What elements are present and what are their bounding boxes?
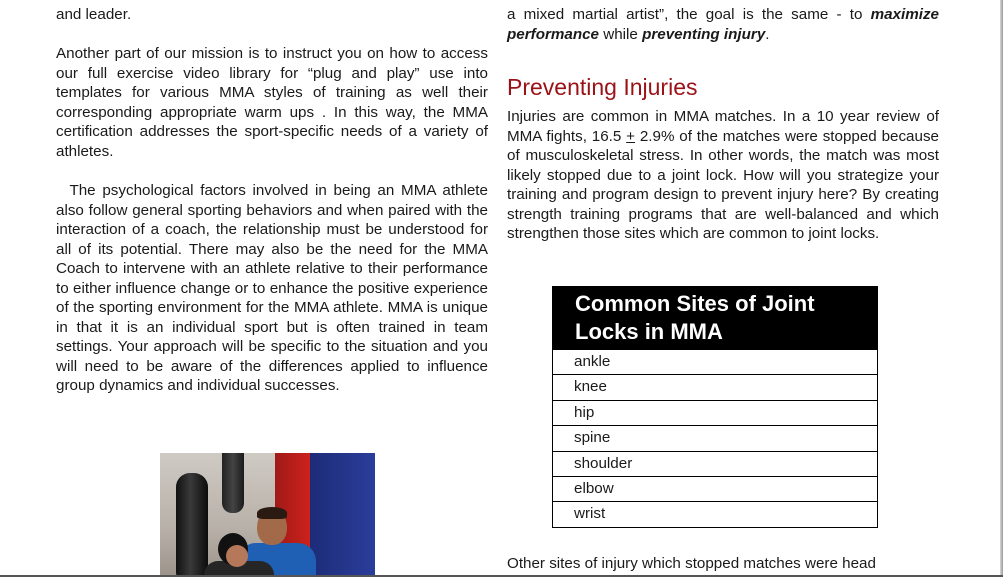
table-row: spine	[553, 425, 877, 450]
goal-paragraph	[507, 5, 939, 44]
joint-locks-table	[552, 286, 878, 528]
goal-mid: while	[599, 25, 643, 43]
mission-paragraph: Another part of our mission is to instruct you on how to access our full exercise video library for “plug and play” use into templates for various MMA styles of training as well their corresponding appropriate warm ups . In this way, the MMA certification addresses the sport-specific needs of a variety of athletes.	[56, 45, 488, 160]
injuries-text-1: Injuries are common in MMA matches. In a 10 year review of MMA fights, 16.5	[507, 108, 939, 145]
table-row: wrist	[553, 501, 877, 526]
lead-paragraph-end: and leader.	[56, 6, 132, 23]
injuries-text-2: 2.9% of the matches were stopped because of musculoskeletal stress. In other words, the match was most likely stopped due to a joint lock. How will you strategize your training and program design to prevent injury here? By creating strength training programs that are well-balanced and which strengthen those sites which are common to joint locks.	[507, 127, 939, 242]
mma-training-photo	[160, 453, 375, 577]
table-row: hip	[553, 400, 877, 425]
injuries-paragraph	[507, 107, 939, 244]
table-row: shoulder	[553, 451, 877, 476]
table-title: Common Sites of Joint Locks in MMA	[553, 287, 877, 349]
plus-minus-sign: +	[626, 127, 636, 145]
goal-prefix: a mixed martial artist”, the goal is the same - to	[507, 6, 871, 23]
psychological-factors-paragraph	[56, 181, 488, 396]
table-row: elbow	[553, 476, 877, 501]
other-sites-paragraph: Other sites of injury which stopped matches were head	[507, 555, 876, 572]
goal-emphasis-injury: preventing injury	[642, 25, 766, 43]
goal-end: .	[765, 25, 770, 43]
psych-text: The psychological factors involved in being an MMA athlete also follow general sporting behaviors and when paired with the interaction of a coach, the relationship must be understood for all of its potential. There may also be the need for the MMA Coach to intervene with an athlete relative to their performance to either influence change or to enhance the positive experience of the sporting environment for the MMA athlete. MMA is unique in that it is an individual sport but is often trained in team settings. Your approach will be specific to the situation and you will need to be aware of the differences applied to influence group dynamics and individual successes.	[56, 182, 488, 394]
table-row: ankle	[553, 349, 877, 374]
table-row: knee	[553, 374, 877, 399]
punching-bag	[176, 473, 208, 577]
section-heading: Preventing Injuries	[507, 74, 698, 100]
goal-emphasis-performance: maximize performance	[507, 6, 939, 43]
